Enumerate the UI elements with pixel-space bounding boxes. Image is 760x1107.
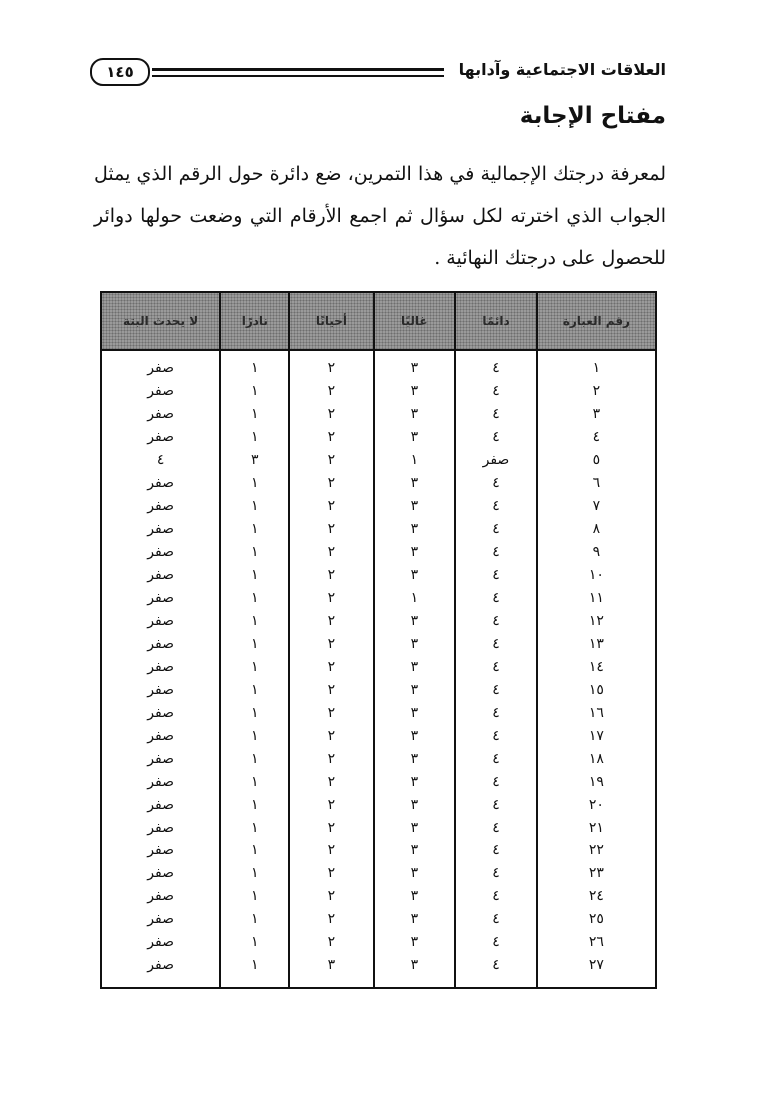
sometimes-cell: ٢	[289, 816, 373, 839]
column-header-always: دائمًا	[455, 292, 537, 350]
never-cell: صفر	[101, 587, 220, 610]
sometimes-cell: ٢	[289, 747, 373, 770]
often-cell: ٣	[374, 908, 456, 931]
never-cell: صفر	[101, 541, 220, 564]
sometimes-cell: ٢	[289, 862, 373, 885]
always-cell: ٤	[455, 678, 537, 701]
rarely-cell: ١	[220, 701, 289, 724]
statement-number-cell: ٢	[537, 380, 656, 403]
sometimes-cell: ٢	[289, 564, 373, 587]
often-cell: ٣	[374, 564, 456, 587]
rarely-cell: ٣	[220, 449, 289, 472]
table-row	[101, 632, 656, 655]
rarely-cell: ١	[220, 403, 289, 426]
statement-number-cell: ٢٥	[537, 908, 656, 931]
statement-number-cell: ٢٢	[537, 839, 656, 862]
always-cell: ٤	[455, 632, 537, 655]
statement-number-cell: ٢٧	[537, 954, 656, 988]
always-cell: ٤	[455, 954, 537, 988]
statement-number-cell: ٧	[537, 495, 656, 518]
rarely-cell: ١	[220, 793, 289, 816]
sometimes-cell: ٢	[289, 632, 373, 655]
sometimes-cell: ٢	[289, 472, 373, 495]
often-cell: ١	[374, 587, 456, 610]
table-body	[101, 350, 656, 988]
statement-number-cell: ٢٣	[537, 862, 656, 885]
never-cell: ٤	[101, 449, 220, 472]
never-cell: صفر	[101, 954, 220, 988]
often-cell: ٣	[374, 954, 456, 988]
never-cell: صفر	[101, 350, 220, 380]
often-cell: ٣	[374, 747, 456, 770]
rarely-cell: ١	[220, 655, 289, 678]
always-cell: ٤	[455, 655, 537, 678]
sometimes-cell: ٢	[289, 587, 373, 610]
table-row	[101, 862, 656, 885]
table-row	[101, 449, 656, 472]
never-cell: صفر	[101, 862, 220, 885]
sometimes-cell: ٢	[289, 908, 373, 931]
table-row	[101, 472, 656, 495]
always-cell: ٤	[455, 747, 537, 770]
often-cell: ٣	[374, 816, 456, 839]
sometimes-cell: ٣	[289, 954, 373, 988]
statement-number-cell: ٢٤	[537, 885, 656, 908]
table-row	[101, 350, 656, 380]
never-cell: صفر	[101, 380, 220, 403]
rarely-cell: ١	[220, 954, 289, 988]
often-cell: ٣	[374, 701, 456, 724]
rarely-cell: ١	[220, 495, 289, 518]
section-title: مفتاح الإجابة	[519, 103, 666, 129]
always-cell: ٤	[455, 793, 537, 816]
never-cell: صفر	[101, 472, 220, 495]
statement-number-cell: ١٩	[537, 770, 656, 793]
never-cell: صفر	[101, 632, 220, 655]
never-cell: صفر	[101, 564, 220, 587]
table-row	[101, 724, 656, 747]
often-cell: ٣	[374, 839, 456, 862]
sometimes-cell: ٢	[289, 678, 373, 701]
table-row	[101, 954, 656, 988]
always-cell: ٤	[455, 587, 537, 610]
never-cell: صفر	[101, 678, 220, 701]
statement-number-cell: ١٥	[537, 678, 656, 701]
often-cell: ٣	[374, 403, 456, 426]
sometimes-cell: ٢	[289, 793, 373, 816]
often-cell: ٣	[374, 541, 456, 564]
never-cell: صفر	[101, 908, 220, 931]
sometimes-cell: ٢	[289, 495, 373, 518]
statement-number-cell: ٩	[537, 541, 656, 564]
rarely-cell: ١	[220, 632, 289, 655]
rarely-cell: ١	[220, 724, 289, 747]
always-cell: ٤	[455, 472, 537, 495]
never-cell: صفر	[101, 655, 220, 678]
never-cell: صفر	[101, 793, 220, 816]
never-cell: صفر	[101, 931, 220, 954]
sometimes-cell: ٢	[289, 931, 373, 954]
statement-number-cell: ١٨	[537, 747, 656, 770]
header-rule	[152, 68, 444, 77]
rarely-cell: ١	[220, 816, 289, 839]
table-header-row	[101, 292, 656, 350]
always-cell: ٤	[455, 426, 537, 449]
column-header-sometimes: أحيانًا	[289, 292, 373, 350]
always-cell: ٤	[455, 862, 537, 885]
always-cell: ٤	[455, 770, 537, 793]
never-cell: صفر	[101, 816, 220, 839]
never-cell: صفر	[101, 747, 220, 770]
often-cell: ٣	[374, 518, 456, 541]
sometimes-cell: ٢	[289, 724, 373, 747]
column-header-never: لا يحدث البتة	[101, 292, 220, 350]
table-row	[101, 518, 656, 541]
column-header-often: غالبًا	[374, 292, 456, 350]
never-cell: صفر	[101, 609, 220, 632]
table-row	[101, 495, 656, 518]
page-number: ١٤٥	[90, 58, 150, 86]
column-header-rarely: نادرًا	[220, 292, 289, 350]
table-row	[101, 816, 656, 839]
often-cell: ٣	[374, 495, 456, 518]
often-cell: ٣	[374, 770, 456, 793]
statement-number-cell: ٥	[537, 449, 656, 472]
often-cell: ٣	[374, 380, 456, 403]
often-cell: ٣	[374, 426, 456, 449]
often-cell: ٣	[374, 609, 456, 632]
never-cell: صفر	[101, 495, 220, 518]
sometimes-cell: ٢	[289, 701, 373, 724]
often-cell: ٣	[374, 931, 456, 954]
always-cell: ٤	[455, 380, 537, 403]
table-row	[101, 908, 656, 931]
sometimes-cell: ٢	[289, 518, 373, 541]
rarely-cell: ١	[220, 518, 289, 541]
always-cell: ٤	[455, 724, 537, 747]
rarely-cell: ١	[220, 931, 289, 954]
rarely-cell: ١	[220, 862, 289, 885]
never-cell: صفر	[101, 770, 220, 793]
sometimes-cell: ٢	[289, 541, 373, 564]
always-cell: ٤	[455, 931, 537, 954]
rarely-cell: ١	[220, 747, 289, 770]
statement-number-cell: ٢١	[537, 816, 656, 839]
often-cell: ٣	[374, 724, 456, 747]
table-row	[101, 839, 656, 862]
rarely-cell: ١	[220, 839, 289, 862]
statement-number-cell: ٣	[537, 403, 656, 426]
rarely-cell: ١	[220, 426, 289, 449]
rarely-cell: ١	[220, 541, 289, 564]
table-row	[101, 564, 656, 587]
rarely-cell: ١	[220, 472, 289, 495]
often-cell: ٣	[374, 678, 456, 701]
often-cell: ٣	[374, 655, 456, 678]
never-cell: صفر	[101, 701, 220, 724]
statement-number-cell: ٨	[537, 518, 656, 541]
always-cell: ٤	[455, 350, 537, 380]
table-row	[101, 587, 656, 610]
always-cell: ٤	[455, 839, 537, 862]
always-cell: ٤	[455, 816, 537, 839]
rarely-cell: ١	[220, 770, 289, 793]
statement-number-cell: ١٢	[537, 609, 656, 632]
sometimes-cell: ٢	[289, 449, 373, 472]
often-cell: ٣	[374, 472, 456, 495]
page-header	[88, 56, 666, 96]
never-cell: صفر	[101, 518, 220, 541]
sometimes-cell: ٢	[289, 655, 373, 678]
table-row	[101, 403, 656, 426]
always-cell: ٤	[455, 885, 537, 908]
sometimes-cell: ٢	[289, 380, 373, 403]
sometimes-cell: ٢	[289, 839, 373, 862]
statement-number-cell: ١٠	[537, 564, 656, 587]
table-row	[101, 655, 656, 678]
never-cell: صفر	[101, 426, 220, 449]
rarely-cell: ١	[220, 609, 289, 632]
instructions-paragraph: لمعرفة درجتك الإجمالية في هذا التمرين، ضع دائرة حول الرقم الذي يمثل الجواب الذي اخترته لكل سؤال ثم اجمع الأرقام التي وضعت حولها دوائر للحصول على درجتك النهائية .	[94, 163, 666, 269]
statement-number-cell: ٢٦	[537, 931, 656, 954]
table-row	[101, 747, 656, 770]
statement-number-cell: ١٦	[537, 701, 656, 724]
statement-number-cell: ٦	[537, 472, 656, 495]
rarely-cell: ١	[220, 380, 289, 403]
often-cell: ٣	[374, 862, 456, 885]
always-cell: ٤	[455, 518, 537, 541]
often-cell: ١	[374, 449, 456, 472]
sometimes-cell: ٢	[289, 609, 373, 632]
always-cell: ٤	[455, 495, 537, 518]
table-row	[101, 931, 656, 954]
rarely-cell: ١	[220, 885, 289, 908]
table-row	[101, 793, 656, 816]
sometimes-cell: ٢	[289, 426, 373, 449]
always-cell: ٤	[455, 564, 537, 587]
statement-number-cell: ١١	[537, 587, 656, 610]
often-cell: ٣	[374, 632, 456, 655]
table-row	[101, 609, 656, 632]
never-cell: صفر	[101, 403, 220, 426]
statement-number-cell: ٤	[537, 426, 656, 449]
table-row	[101, 770, 656, 793]
sometimes-cell: ٢	[289, 770, 373, 793]
always-cell: ٤	[455, 541, 537, 564]
statement-number-cell: ١٤	[537, 655, 656, 678]
often-cell: ٣	[374, 885, 456, 908]
sometimes-cell: ٢	[289, 403, 373, 426]
rarely-cell: ١	[220, 678, 289, 701]
rarely-cell: ١	[220, 587, 289, 610]
table-row	[101, 380, 656, 403]
never-cell: صفر	[101, 724, 220, 747]
never-cell: صفر	[101, 885, 220, 908]
statement-number-cell: ١	[537, 350, 656, 380]
table-row	[101, 541, 656, 564]
statement-number-cell: ١٧	[537, 724, 656, 747]
rarely-cell: ١	[220, 564, 289, 587]
always-cell: ٤	[455, 609, 537, 632]
table-row	[101, 885, 656, 908]
always-cell: ٤	[455, 701, 537, 724]
never-cell: صفر	[101, 839, 220, 862]
always-cell: صفر	[455, 449, 537, 472]
always-cell: ٤	[455, 403, 537, 426]
table-row	[101, 426, 656, 449]
often-cell: ٣	[374, 793, 456, 816]
often-cell: ٣	[374, 350, 456, 380]
rarely-cell: ١	[220, 350, 289, 380]
statement-number-cell: ٢٠	[537, 793, 656, 816]
table-row	[101, 701, 656, 724]
table-row	[101, 678, 656, 701]
statement-number-cell: ١٣	[537, 632, 656, 655]
sometimes-cell: ٢	[289, 885, 373, 908]
answer-key-table	[100, 291, 657, 989]
running-header-title: العلاقات الاجتماعية وآدابها	[458, 60, 666, 79]
column-header-statement-number: رقم العبارة	[537, 292, 656, 350]
sometimes-cell: ٢	[289, 350, 373, 380]
always-cell: ٤	[455, 908, 537, 931]
rarely-cell: ١	[220, 908, 289, 931]
